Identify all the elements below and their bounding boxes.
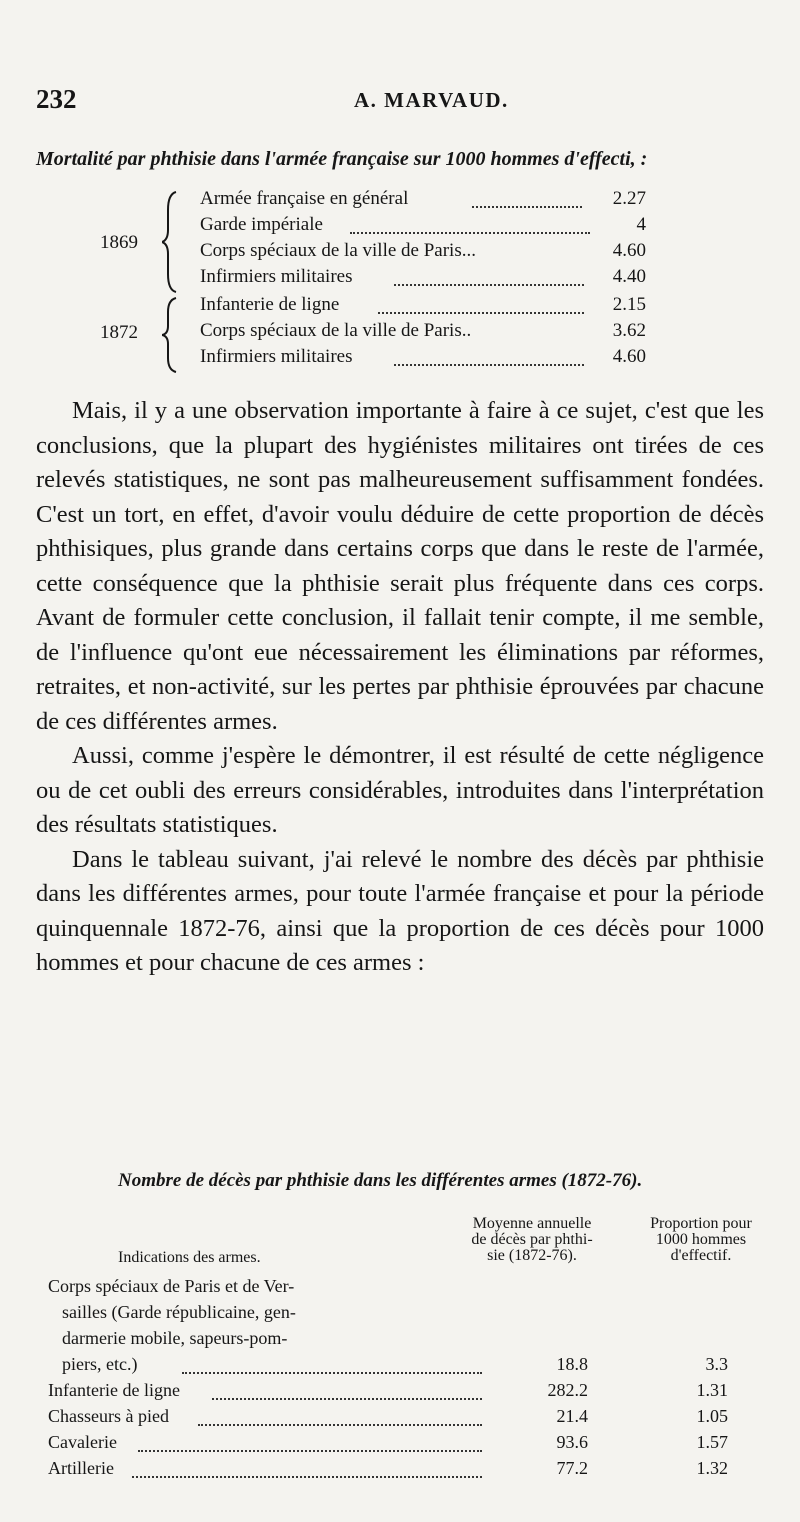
stat-value: 2.15 — [612, 294, 646, 315]
stat-row — [200, 294, 646, 322]
table-row — [48, 1276, 728, 1302]
table2-header-deces — [444, 1216, 620, 1264]
stat-row — [200, 346, 646, 374]
brace-icon — [162, 190, 182, 294]
deces-value: 21.4 — [556, 1406, 588, 1426]
paragraph: Aussi, comme j'espère le démontrer, il est résulté de cette négligence ou de cet oubli des erreurs considérables, introduites dans l'interprétation des résultats statistiques. — [36, 742, 764, 838]
table-row — [48, 1380, 728, 1406]
stat-row — [200, 240, 646, 268]
dot-leader — [394, 266, 584, 286]
dot-leader — [212, 1380, 482, 1400]
table2-caption: Nombre de décès par phthisie dans les différentes armes (1872-76). — [118, 1170, 643, 1191]
brace-icon — [162, 296, 182, 374]
dot-leader — [138, 1432, 482, 1452]
table2-header-proportion — [618, 1216, 784, 1264]
dot-leader — [472, 188, 582, 208]
row-label-line: Corps spéciaux de Paris et de Ver- — [48, 1276, 295, 1296]
header-line: sie (1872-76). — [487, 1247, 577, 1264]
row-label: Infanterie de ligne — [48, 1380, 180, 1400]
row-label-line: sailles (Garde républicaine, gen- — [62, 1302, 296, 1322]
page-header — [36, 84, 766, 118]
table-row — [48, 1458, 728, 1484]
deces-value: 93.6 — [556, 1432, 588, 1452]
stat-label: Corps spéciaux de la ville de Paris... — [200, 240, 476, 261]
header-line: Proportion pour — [650, 1215, 752, 1232]
proportion-value: 1.05 — [696, 1406, 728, 1426]
stat-value: 2.27 — [612, 188, 646, 209]
dot-leader — [394, 346, 584, 366]
dot-leader — [198, 1406, 482, 1426]
stat-value: 4.60 — [612, 346, 646, 367]
group-year: 1869 — [100, 232, 138, 253]
dot-leader — [182, 1354, 482, 1374]
proportion-value: 1.57 — [696, 1432, 728, 1452]
table2-header-arms: Indications des armes. — [118, 1249, 261, 1266]
stat-label: Garde impériale — [200, 214, 323, 235]
table2-body — [48, 1276, 728, 1484]
table-row — [48, 1432, 728, 1458]
stat-label: Armée française en général — [200, 188, 409, 209]
deces-value: 18.8 — [556, 1354, 588, 1374]
row-label: Artillerie — [48, 1458, 114, 1478]
stat-row — [200, 320, 646, 348]
proportion-value: 1.31 — [696, 1380, 728, 1400]
stat-value: 3.62 — [612, 320, 646, 341]
page-number: 232 — [36, 84, 77, 114]
dot-leader — [350, 214, 590, 234]
row-label: Cavalerie — [48, 1432, 117, 1452]
stat-row — [200, 188, 646, 216]
table1-caption: Mortalité par phthisie dans l'armée française sur 1000 hommes d'effecti, : — [36, 148, 648, 170]
table-row — [48, 1302, 728, 1328]
dot-leader — [378, 294, 584, 314]
stat-label: Infirmiers militaires — [200, 266, 353, 287]
stat-label: Infirmiers militaires — [200, 346, 353, 367]
table-row — [48, 1354, 728, 1380]
deces-value: 77.2 — [556, 1458, 588, 1478]
group-year: 1872 — [100, 322, 138, 343]
stat-label: Infanterie de ligne — [200, 294, 340, 315]
header-line: 1000 hommes — [655, 1231, 747, 1248]
proportion-value: 3.3 — [705, 1354, 728, 1374]
table-row — [48, 1328, 728, 1354]
dot-leader — [132, 1458, 482, 1478]
row-label-line: piers, etc.) — [62, 1354, 138, 1374]
stat-label: Corps spéciaux de la ville de Paris.. — [200, 320, 472, 341]
header-line: de décès par phthi- — [471, 1231, 593, 1248]
deces-value: 282.2 — [547, 1380, 588, 1400]
row-label: Chasseurs à pied — [48, 1406, 169, 1426]
paragraph: Mais, il y a une observation importante à faire à ce sujet, c'est que les conclusions, que la plupart des hygiénistes militaires ont tirées de ces relevés statistiques, ne sont pas malheureusement suffisamment fondées. C'est un tort, en effet, d'avoir voulu déduire de cette proportion de décès phthisiques, plus grande dans certains corps que dans le reste de l'armée, cette conséquence que la phthisie serait plus fréquente dans ces corps. Avant de formuler cette conclusion, il fallait tenir compte, il me semble, de l'influence qu'ont eue nécessairement les éliminations par réformes, retraites, et non-activité, sur les pertes par phthisie éprouvées par chacune de ces différentes armes. — [36, 397, 764, 735]
body-text — [36, 394, 764, 981]
running-head-author: A. MARVAUD. — [354, 88, 509, 112]
stat-row — [200, 266, 646, 294]
table-row — [48, 1406, 728, 1432]
row-label-line: darmerie mobile, sapeurs-pom- — [62, 1328, 288, 1348]
header-line: d'effectif. — [670, 1247, 732, 1264]
header-line: Moyenne annuelle — [472, 1215, 592, 1232]
stat-row — [200, 214, 646, 242]
stat-value: 4.60 — [612, 240, 646, 261]
stat-value: 4 — [636, 214, 646, 235]
proportion-value: 1.32 — [696, 1458, 728, 1478]
paragraph: Dans le tableau suivant, j'ai relevé le nombre des décès par phthisie dans les différentes armes, pour toute l'armée française et pour la période quinquennale 1872-76, ainsi que la proportion de ces décès pour 1000 hommes et pour chacune de ces armes : — [36, 845, 764, 976]
stat-value: 4.40 — [612, 266, 646, 287]
